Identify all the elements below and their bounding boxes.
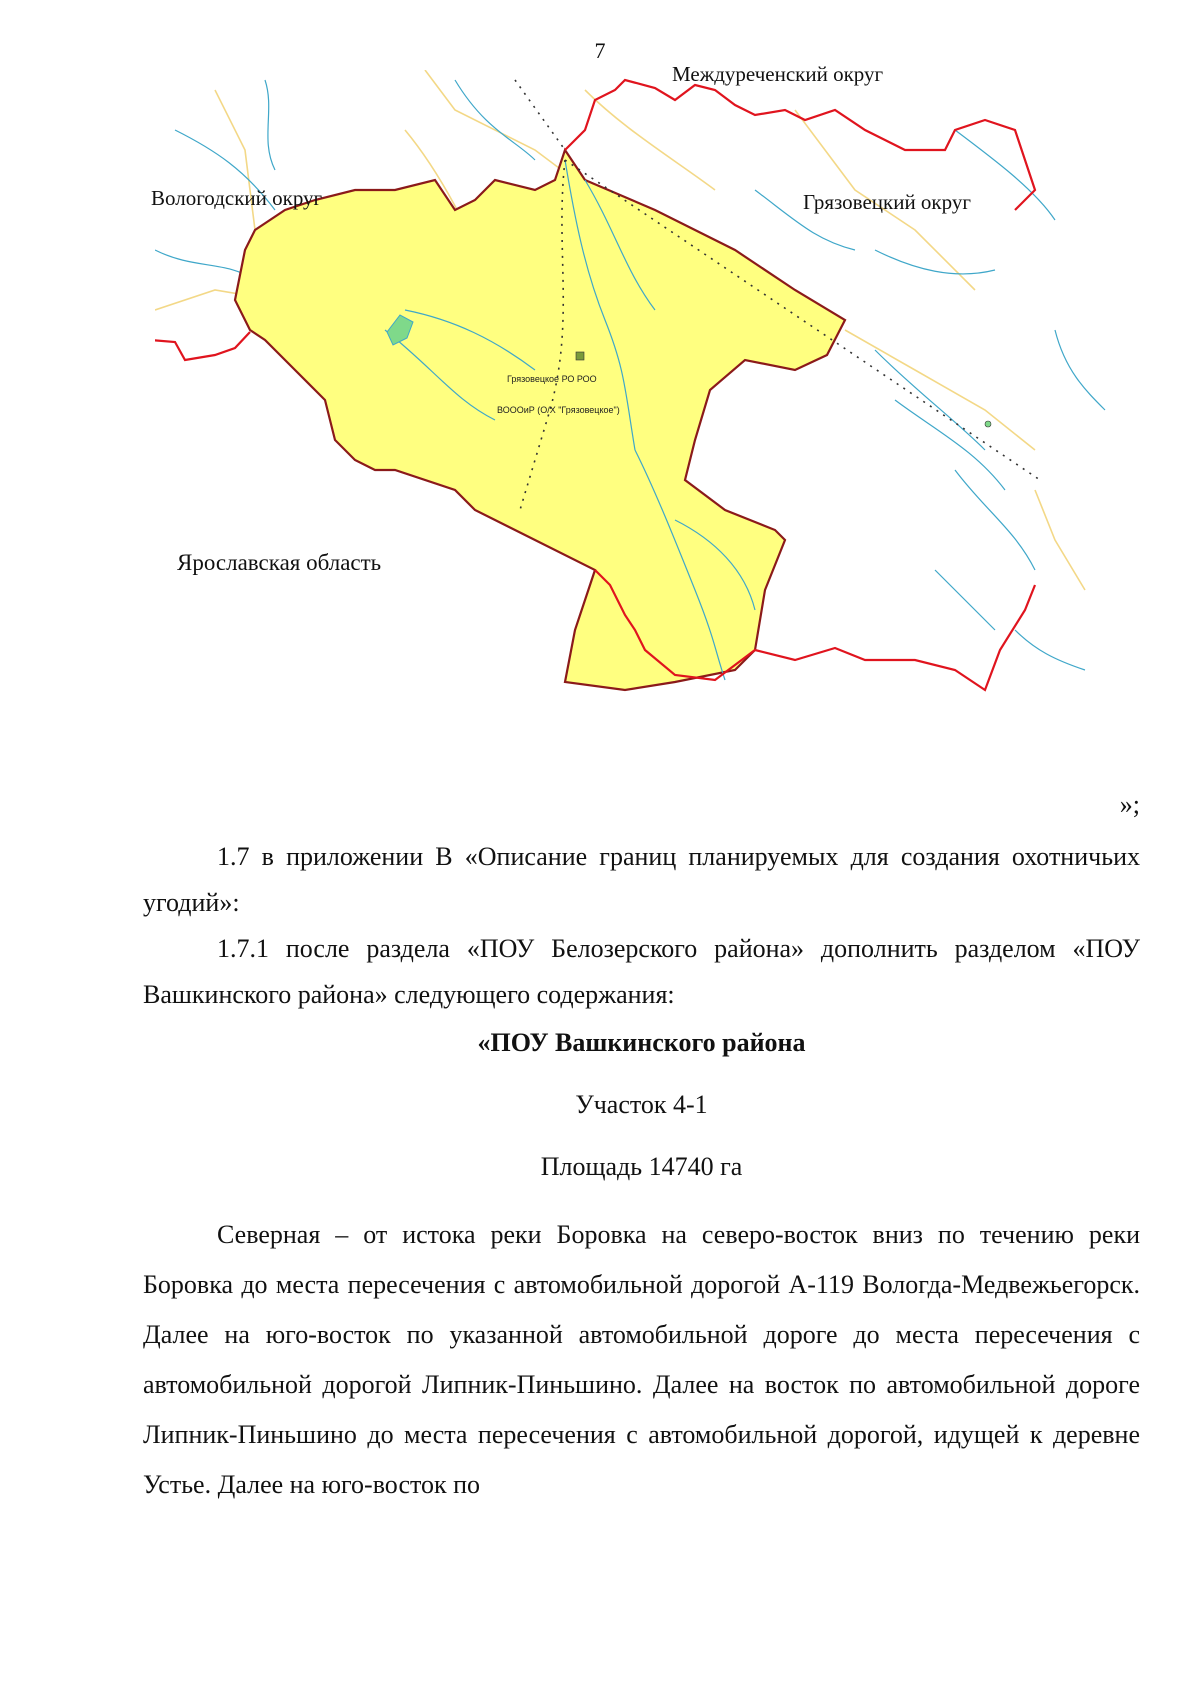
section-heading: «ПОУ Вашкинского района: [477, 1028, 806, 1057]
paragraph-1-7-1: 1.7.1 после раздела «ПОУ Белозерского района» дополнить разделом «ПОУ Вашкинского района» следующего содержания:: [143, 934, 1140, 1009]
map-label-north: Междуреченский округ: [672, 62, 884, 86]
quote-close: »;: [1119, 790, 1140, 819]
map-label-east: Грязовецкий округ: [803, 190, 971, 214]
settlement-marker: [985, 421, 991, 427]
hunting-area-map: [151, 62, 1140, 770]
boundary-description: Северная – от истока реки Боровка на северо-восток вниз по течению реки Боровка до места пересечения с автомобильной дорогой А-119 Вологда-Медвежьегорск. Далее на юго-восток по указанной автомобильной дороге до места пересечения с автомобильной дорогой Липник-Пиньшино. Далее на восток по автомобильной дороге Липник-Пиньшино до места пересечения с автомобильной дорогой, идущей к деревне Устье. Далее на юго-восток по: [143, 1220, 1140, 1499]
document-body: [143, 834, 1140, 1510]
page-number: 7: [594, 38, 606, 63]
plot-number: Участок 4-1: [575, 1090, 708, 1119]
map-label-west: Вологодский округ: [151, 186, 323, 210]
plot-area: Площадь 14740 га: [540, 1152, 743, 1181]
map-label-south: Ярославская область: [177, 550, 382, 575]
hunting-area: [235, 150, 845, 690]
poi-label-line2: ВОООиР (О/Х "Грязовецкое"): [497, 405, 620, 415]
poi-marker: [576, 352, 584, 360]
poi-label-line1: Грязовецкое РО РОО: [507, 374, 597, 384]
paragraph-1-7: 1.7 в приложении В «Описание границ планируемых для создания охотничьих угодий»:: [143, 842, 1140, 917]
